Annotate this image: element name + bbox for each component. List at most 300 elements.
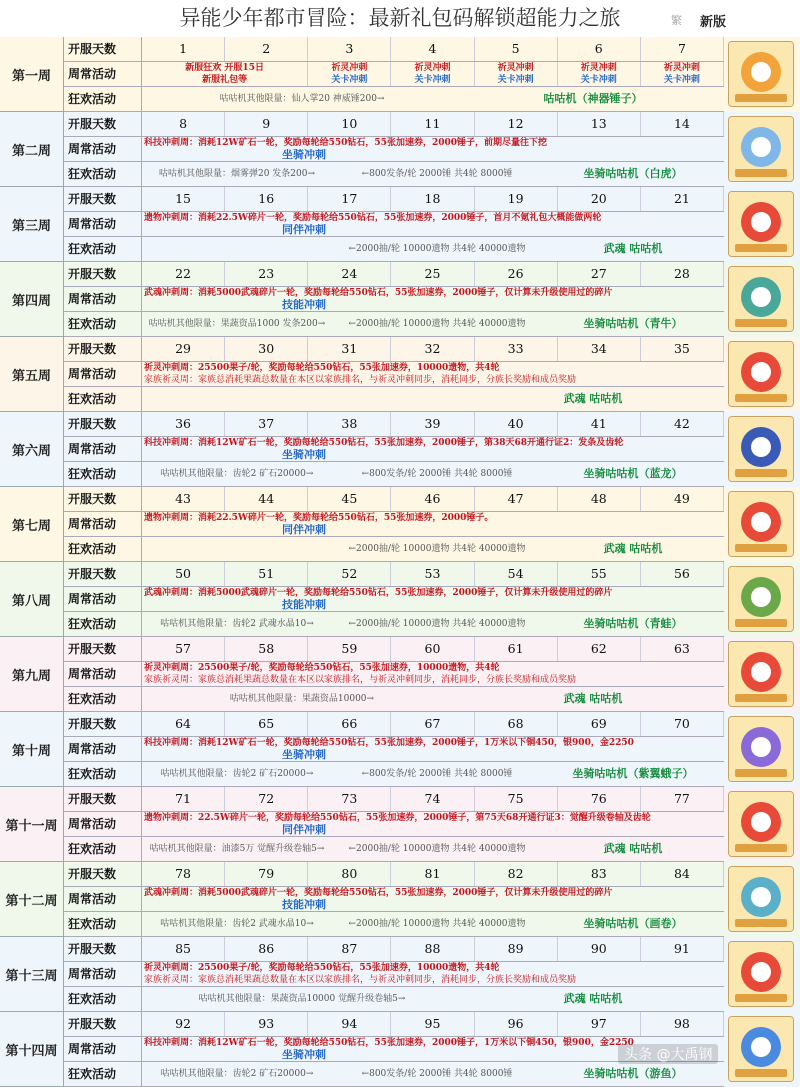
carnival-rate: ←2000抽/轮 10000遗物 共4轮 40000遗物 bbox=[348, 919, 526, 929]
day-cell: 31 bbox=[308, 337, 391, 361]
carnival-machine: 坐骑咕咕机（紫翼蛾子） bbox=[572, 767, 694, 780]
day-cell: 15 bbox=[142, 187, 225, 211]
week-label: 第十周 bbox=[0, 712, 64, 787]
day-cell: 29 bbox=[142, 337, 225, 361]
carnival-machine: 武魂 咕咕机 bbox=[563, 992, 623, 1005]
sprint-line-main: 武魂冲刺周：消耗5000武魂碎片一轮，奖励每轮给550钻石，55张加速券，2000锤子，仅计算未升级使用过的碎片 bbox=[144, 588, 613, 598]
day-cell: 58 bbox=[225, 637, 308, 661]
carnival-cells bbox=[142, 387, 724, 411]
day-cell: 82 bbox=[475, 862, 558, 886]
day-cell: 5 bbox=[475, 37, 558, 61]
day-cell: 11 bbox=[391, 112, 474, 136]
days-row bbox=[64, 337, 724, 362]
day-cell: 24 bbox=[308, 262, 391, 286]
regular-row bbox=[64, 962, 724, 987]
week-block bbox=[0, 262, 800, 337]
row-label-days: 开服天数 bbox=[64, 337, 142, 361]
carnival-rate: ←2000抽/轮 10000遗物 共4轮 40000遗物 bbox=[348, 319, 526, 329]
row-label-carnival: 狂欢活动 bbox=[64, 837, 142, 861]
carnival-rate: ←800发条/轮 2000锤 共4轮 8000锤 bbox=[361, 769, 513, 779]
day-cell: 37 bbox=[225, 412, 308, 436]
sprint-top: 祈灵冲刺 bbox=[331, 63, 368, 73]
day-cell: 93 bbox=[225, 1012, 308, 1036]
day-cell: 23 bbox=[225, 262, 308, 286]
reward-thumbnail bbox=[728, 1016, 794, 1082]
carnival-limits bbox=[142, 387, 462, 411]
row-label-carnival: 狂欢活动 bbox=[64, 912, 142, 936]
carnival-rate: ←800发条/轮 2000锤 共4轮 8000锤 bbox=[361, 169, 513, 179]
day-cell: 22 bbox=[142, 262, 225, 286]
week-block bbox=[0, 937, 800, 1012]
sprint-top: 祈灵冲刺 bbox=[580, 63, 617, 73]
sprint-line-sub: 坐骑冲刺 bbox=[282, 1049, 326, 1061]
row-label-days: 开服天数 bbox=[64, 112, 142, 136]
reward-thumbnail bbox=[728, 341, 794, 407]
carnival-machine: 坐骑咕咕机（画卷） bbox=[583, 917, 683, 930]
day-cell: 66 bbox=[308, 712, 391, 736]
day-cell: 35 bbox=[641, 337, 724, 361]
row-label-days: 开服天数 bbox=[64, 412, 142, 436]
carnival-row bbox=[64, 87, 724, 112]
day-cell: 56 bbox=[641, 562, 724, 586]
reward-thumbnail bbox=[728, 116, 794, 182]
reward-thumbnail bbox=[728, 191, 794, 257]
carnival-limits: 咕咕机其他限量：油漆5万 觉醒升级卷轴5→ bbox=[149, 844, 325, 854]
row-label-regular: 周常活动 bbox=[64, 1037, 142, 1061]
day-cell: 10 bbox=[308, 112, 391, 136]
row-label-regular: 周常活动 bbox=[64, 587, 142, 611]
sprint-line-main: 祈灵冲刺周：25500果子/轮，奖励每轮给550钻石，55张加速券，10000遗物，共4轮 bbox=[144, 663, 500, 673]
carnival-limits: 咕咕机其他限量：果蔬资品10000→ bbox=[229, 694, 375, 704]
sprint-top: 祈灵冲刺 bbox=[663, 63, 700, 73]
carnival-limits: 咕咕机其他限量：齿轮2 矿石20000→ bbox=[160, 1069, 314, 1079]
carnival-rate: ←2000抽/轮 10000遗物 共4轮 40000遗物 bbox=[348, 244, 526, 254]
week-label: 第一周 bbox=[0, 37, 64, 112]
carnival-row bbox=[64, 687, 724, 712]
regular-row bbox=[64, 437, 724, 462]
day-cell: 95 bbox=[391, 1012, 474, 1036]
carnival-row bbox=[64, 912, 724, 937]
corner-version-label: 新版 bbox=[699, 15, 726, 30]
row-label-regular: 周常活动 bbox=[64, 812, 142, 836]
sprint-line-sub: 同伴冲刺 bbox=[282, 224, 326, 236]
row-label-carnival: 狂欢活动 bbox=[64, 1062, 142, 1086]
day-cells bbox=[142, 562, 724, 586]
row-label-regular: 周常活动 bbox=[64, 662, 142, 686]
row-label-regular: 周常活动 bbox=[64, 437, 142, 461]
day-cell: 50 bbox=[142, 562, 225, 586]
day-cell: 78 bbox=[142, 862, 225, 886]
row-label-carnival: 狂欢活动 bbox=[64, 387, 142, 411]
day-cell: 62 bbox=[558, 637, 641, 661]
sprint-cell bbox=[475, 62, 558, 86]
row-label-regular: 周常活动 bbox=[64, 287, 142, 311]
day-cell: 48 bbox=[558, 487, 641, 511]
day-cell: 18 bbox=[391, 187, 474, 211]
sprint-line-main: 祈灵冲刺周：25500果子/轮，奖励每轮给550钻石，55张加速券，10000遗物，共4轮 bbox=[144, 963, 500, 973]
day-cell: 44 bbox=[225, 487, 308, 511]
day-cells bbox=[142, 337, 724, 361]
row-label-days: 开服天数 bbox=[64, 637, 142, 661]
sprint-line-main: 科技冲刺周：消耗12W矿石一轮，奖励每轮给550钻石，55张加速券，2000锤子，第38天68开通行证2：发条及齿轮 bbox=[144, 438, 624, 448]
day-cells bbox=[142, 112, 724, 136]
sprint-line-main: 武魂冲刺周：消耗5000武魂碎片一轮，奖励每轮给550钻石，55张加速券，2000锤子，仅计算未升级使用过的碎片 bbox=[144, 288, 613, 298]
day-cells bbox=[142, 262, 724, 286]
day-cells bbox=[142, 37, 724, 61]
regular-row bbox=[64, 737, 724, 762]
day-cells bbox=[142, 412, 724, 436]
week-label: 第六周 bbox=[0, 412, 64, 487]
day-cell: 90 bbox=[558, 937, 641, 961]
regular-row bbox=[64, 587, 724, 612]
row-label-regular: 周常活动 bbox=[64, 362, 142, 386]
sprint-line-sub: 技能冲刺 bbox=[282, 899, 326, 911]
day-cell: 47 bbox=[475, 487, 558, 511]
day-cell: 40 bbox=[475, 412, 558, 436]
reward-thumbnail bbox=[728, 266, 794, 332]
sprint-line-sub: 同伴冲刺 bbox=[282, 824, 326, 836]
day-cell: 87 bbox=[308, 937, 391, 961]
carnival-machine: 咕咕机（神器锤子） bbox=[543, 92, 643, 105]
days-row bbox=[64, 262, 724, 287]
days-row bbox=[64, 637, 724, 662]
row-label-carnival: 狂欢活动 bbox=[64, 687, 142, 711]
day-cell: 39 bbox=[391, 412, 474, 436]
sprint-bottom: 关卡冲刺 bbox=[580, 75, 617, 85]
day-cell: 61 bbox=[475, 637, 558, 661]
row-label-carnival: 狂欢活动 bbox=[64, 462, 142, 486]
sprint-line-sub: 技能冲刺 bbox=[282, 599, 326, 611]
days-row bbox=[64, 712, 724, 737]
row-label-days: 开服天数 bbox=[64, 862, 142, 886]
sprint-top: 祈灵冲刺 bbox=[497, 63, 534, 73]
day-cell: 21 bbox=[641, 187, 724, 211]
carnival-rate: ←2000抽/轮 10000遗物 共4轮 40000遗物 bbox=[348, 844, 526, 854]
row-label-carnival: 狂欢活动 bbox=[64, 612, 142, 636]
row-label-regular: 周常活动 bbox=[64, 962, 142, 986]
row-label-days: 开服天数 bbox=[64, 187, 142, 211]
row-label-regular: 周常活动 bbox=[64, 137, 142, 161]
day-cell: 86 bbox=[225, 937, 308, 961]
carnival-row bbox=[64, 162, 724, 187]
reward-thumbnail bbox=[728, 41, 794, 107]
carnival-cells bbox=[142, 612, 724, 636]
regular-cells bbox=[142, 962, 724, 986]
day-cell: 19 bbox=[475, 187, 558, 211]
sprint-bottom: 关卡冲刺 bbox=[497, 75, 534, 85]
row-label-regular: 周常活动 bbox=[64, 512, 142, 536]
week-block bbox=[0, 637, 800, 712]
regular-row bbox=[64, 362, 724, 387]
regular-cells bbox=[142, 812, 724, 836]
regular-cells bbox=[142, 437, 724, 461]
reward-thumbnail bbox=[728, 566, 794, 632]
sprint-line-sub: 家族祈灵周：家族总消耗果蔬总数量在本区以家族排名，与祈灵冲刺同步，消耗同步，分族长奖励和成员奖励 bbox=[144, 675, 577, 685]
carnival-cells bbox=[142, 912, 724, 936]
day-cell: 84 bbox=[641, 862, 724, 886]
sprint-cell bbox=[641, 62, 724, 86]
carnival-cells bbox=[142, 462, 724, 486]
regular-cells bbox=[142, 737, 724, 761]
day-cell: 98 bbox=[641, 1012, 724, 1036]
week-label: 第十二周 bbox=[0, 862, 64, 937]
days-row bbox=[64, 862, 724, 887]
carnival-machine: 坐骑咕咕机（青蛙） bbox=[583, 617, 683, 630]
day-cell: 26 bbox=[475, 262, 558, 286]
day-cell: 6 bbox=[558, 37, 641, 61]
carnival-machine: 武魂 咕咕机 bbox=[603, 542, 663, 555]
carnival-cells bbox=[142, 537, 724, 561]
day-cell: 9 bbox=[225, 112, 308, 136]
carnival-machine: 武魂 咕咕机 bbox=[603, 242, 663, 255]
week-label: 第三周 bbox=[0, 187, 64, 262]
day-cell: 25 bbox=[391, 262, 474, 286]
row-label-regular: 周常活动 bbox=[64, 62, 142, 86]
reward-thumbnail bbox=[728, 716, 794, 782]
day-cell: 38 bbox=[308, 412, 391, 436]
carnival-limits bbox=[142, 537, 332, 561]
regular-row bbox=[64, 662, 724, 687]
row-label-carnival: 狂欢活动 bbox=[64, 987, 142, 1011]
day-cell: 45 bbox=[308, 487, 391, 511]
sprint-line-sub: 家族祈灵周：家族总消耗果蔬总数量在本区以家族排名，与祈灵冲刺同步，消耗同步，分族长奖励和成员奖励 bbox=[144, 375, 577, 385]
watermark: 头条 @大禹钢 bbox=[618, 1044, 718, 1064]
day-cell: 83 bbox=[558, 862, 641, 886]
days-row bbox=[64, 562, 724, 587]
day-cells bbox=[142, 637, 724, 661]
carnival-limits: 咕咕机其他限量：果蔬资品10000 觉醒升级卷轴5→ bbox=[198, 994, 406, 1004]
days-row bbox=[64, 37, 724, 62]
regular-row bbox=[64, 887, 724, 912]
day-cell: 96 bbox=[475, 1012, 558, 1036]
day-cell: 73 bbox=[308, 787, 391, 811]
regular-cells bbox=[142, 137, 724, 161]
days-row bbox=[64, 187, 724, 212]
carnival-row bbox=[64, 462, 724, 487]
day-cell: 81 bbox=[391, 862, 474, 886]
day-cell: 3 bbox=[308, 37, 391, 61]
regular-cells bbox=[142, 212, 724, 236]
carnival-cells bbox=[142, 762, 724, 786]
day-cells bbox=[142, 937, 724, 961]
carnival-limits: 咕咕机其他限量：烟雾弹20 发条200→ bbox=[158, 169, 316, 179]
day-cell: 71 bbox=[142, 787, 225, 811]
regular-cells bbox=[142, 662, 724, 686]
carnival-machine: 坐骑咕咕机（白虎） bbox=[583, 167, 683, 180]
carnival-cells bbox=[142, 987, 724, 1011]
sprint-line-sub: 技能冲刺 bbox=[282, 299, 326, 311]
carnival-limits: 咕咕机其他限量：齿轮2 矿石20000→ bbox=[160, 769, 314, 779]
row-label-days: 开服天数 bbox=[64, 712, 142, 736]
carnival-row bbox=[64, 1062, 724, 1087]
sprint-line-sub: 坐骑冲刺 bbox=[282, 149, 326, 161]
day-cell: 4 bbox=[391, 37, 474, 61]
day-cell: 74 bbox=[391, 787, 474, 811]
day-cell: 43 bbox=[142, 487, 225, 511]
carnival-cells bbox=[142, 837, 724, 861]
row-label-carnival: 狂欢活动 bbox=[64, 237, 142, 261]
day-cell: 79 bbox=[225, 862, 308, 886]
days-row bbox=[64, 412, 724, 437]
regular-cells bbox=[142, 62, 724, 86]
days-row bbox=[64, 937, 724, 962]
week-label: 第九周 bbox=[0, 637, 64, 712]
carnival-row bbox=[64, 387, 724, 412]
reward-thumbnail bbox=[728, 866, 794, 932]
week-block bbox=[0, 862, 800, 937]
corner-faint-label: 繁 bbox=[671, 14, 682, 27]
sprint-line-main: 科技冲刺周：消耗12W矿石一轮，奖励每轮给550钻石，55张加速券，2000锤子，1万米以下铜450，银900，金2250 bbox=[144, 738, 634, 748]
carnival-row bbox=[64, 612, 724, 637]
day-cell: 33 bbox=[475, 337, 558, 361]
day-cell: 67 bbox=[391, 712, 474, 736]
day-cell: 68 bbox=[475, 712, 558, 736]
regular-cells bbox=[142, 287, 724, 311]
day-cell: 8 bbox=[142, 112, 225, 136]
week-block bbox=[0, 37, 800, 112]
row-label-regular: 周常活动 bbox=[64, 887, 142, 911]
carnival-cells bbox=[142, 687, 724, 711]
regular-cells bbox=[142, 887, 724, 911]
day-cell: 57 bbox=[142, 637, 225, 661]
carnival-cells bbox=[142, 237, 724, 261]
carnival-limits: 咕咕机其他限量：仙人掌20 神威锤200→ bbox=[219, 94, 385, 104]
day-cells bbox=[142, 712, 724, 736]
carnival-machine: 武魂 咕咕机 bbox=[603, 842, 663, 855]
carnival-limits: 咕咕机其他限量：齿轮2 矿石20000→ bbox=[160, 469, 314, 479]
week-label: 第五周 bbox=[0, 337, 64, 412]
regular-row bbox=[64, 287, 724, 312]
row-label-carnival: 狂欢活动 bbox=[64, 162, 142, 186]
week-label: 第八周 bbox=[0, 562, 64, 637]
sprint-line-sub: 坐骑冲刺 bbox=[282, 449, 326, 461]
week-block bbox=[0, 337, 800, 412]
reward-thumbnail bbox=[728, 491, 794, 557]
carnival-rate: ←800发条/轮 2000锤 共4轮 8000锤 bbox=[361, 1069, 513, 1079]
regular-row bbox=[64, 812, 724, 837]
sprint-cell bbox=[558, 62, 641, 86]
reward-thumbnail bbox=[728, 941, 794, 1007]
sprint-line-main: 遗物冲刺周：消耗22.5W碎片一轮，奖励每轮给550钻石，55张加速券，2000锤子。 bbox=[144, 513, 494, 523]
carnival-machine: 坐骑咕咕机（蓝龙） bbox=[583, 467, 683, 480]
regular-cells bbox=[142, 512, 724, 536]
day-cell: 51 bbox=[225, 562, 308, 586]
row-label-regular: 周常活动 bbox=[64, 737, 142, 761]
sprint-line-main: 科技冲刺周：消耗12W矿石一轮，奖励每轮给550钻石，55张加速券，2000锤子，1万米以下铜450，银900，金2250 bbox=[144, 1038, 634, 1048]
day-cell: 12 bbox=[475, 112, 558, 136]
day-cell: 80 bbox=[308, 862, 391, 886]
week-block bbox=[0, 712, 800, 787]
day-cell: 36 bbox=[142, 412, 225, 436]
day-cell: 85 bbox=[142, 937, 225, 961]
row-label-carnival: 狂欢活动 bbox=[64, 87, 142, 111]
week-label: 第七周 bbox=[0, 487, 64, 562]
day-cell: 41 bbox=[558, 412, 641, 436]
reward-thumbnail bbox=[728, 416, 794, 482]
row-label-days: 开服天数 bbox=[64, 562, 142, 586]
sprint-line-sub: 坐骑冲刺 bbox=[282, 749, 326, 761]
row-label-days: 开服天数 bbox=[64, 937, 142, 961]
row-label-days: 开服天数 bbox=[64, 262, 142, 286]
day-cell: 28 bbox=[641, 262, 724, 286]
sprint-bottom: 关卡冲刺 bbox=[663, 75, 700, 85]
day-cell: 2 bbox=[225, 37, 308, 61]
day-cell: 1 bbox=[142, 37, 225, 61]
carnival-limits: 咕咕机其他限量：齿轮2 武魂水晶10→ bbox=[160, 619, 314, 629]
carnival-rate: ←2000抽/轮 10000遗物 共4轮 40000遗物 bbox=[348, 544, 526, 554]
week-block bbox=[0, 787, 800, 862]
week-label: 第二周 bbox=[0, 112, 64, 187]
carnival-row bbox=[64, 987, 724, 1012]
day-cell: 14 bbox=[641, 112, 724, 136]
day-cell: 54 bbox=[475, 562, 558, 586]
day-cells bbox=[142, 862, 724, 886]
special-cell bbox=[142, 62, 308, 86]
regular-row bbox=[64, 62, 724, 87]
day-cell: 17 bbox=[308, 187, 391, 211]
sprint-cell bbox=[308, 62, 391, 86]
sprint-bottom: 关卡冲刺 bbox=[414, 75, 451, 85]
carnival-cells bbox=[142, 1062, 724, 1086]
carnival-limits: 咕咕机其他限量：果蔬资品1000 发条200→ bbox=[148, 319, 326, 329]
carnival-cells bbox=[142, 312, 724, 336]
day-cell: 88 bbox=[391, 937, 474, 961]
regular-cells bbox=[142, 587, 724, 611]
sprint-line-main: 祈灵冲刺周：25500果子/轮，奖励每轮给550钻石，55张加速券，10000遗物，共4轮 bbox=[144, 363, 500, 373]
carnival-limits: 咕咕机其他限量：齿轮2 武魂水晶10→ bbox=[160, 919, 314, 929]
day-cell: 76 bbox=[558, 787, 641, 811]
sprint-line-sub: 家族祈灵周：家族总消耗果蔬总数量在本区以家族排名，与祈灵冲刺同步，消耗同步，分族长奖励和成员奖励 bbox=[144, 975, 577, 985]
day-cell: 72 bbox=[225, 787, 308, 811]
day-cell: 13 bbox=[558, 112, 641, 136]
row-label-carnival: 狂欢活动 bbox=[64, 762, 142, 786]
regular-row bbox=[64, 512, 724, 537]
day-cell: 34 bbox=[558, 337, 641, 361]
day-cell: 63 bbox=[641, 637, 724, 661]
sprint-line-sub: 同伴冲刺 bbox=[282, 524, 326, 536]
regular-row bbox=[64, 212, 724, 237]
day-cell: 91 bbox=[641, 937, 724, 961]
carnival-row bbox=[64, 837, 724, 862]
day-cell: 30 bbox=[225, 337, 308, 361]
row-label-regular: 周常活动 bbox=[64, 212, 142, 236]
week-block bbox=[0, 487, 800, 562]
sprint-line-main: 科技冲刺周：消耗12W矿石一轮，奖励每轮给550钻石，55张加速券，2000锤子，前期尽量往下挖 bbox=[144, 138, 547, 148]
reward-thumbnail bbox=[728, 791, 794, 857]
carnival-machine: 坐骑咕咕机（游鱼） bbox=[583, 1067, 683, 1080]
sprint-top: 祈灵冲刺 bbox=[414, 63, 451, 73]
day-cells bbox=[142, 487, 724, 511]
day-cells bbox=[142, 187, 724, 211]
days-row bbox=[64, 1012, 724, 1037]
day-cell: 55 bbox=[558, 562, 641, 586]
day-cell: 92 bbox=[142, 1012, 225, 1036]
row-label-days: 开服天数 bbox=[64, 37, 142, 61]
week-block bbox=[0, 112, 800, 187]
carnival-row bbox=[64, 762, 724, 787]
regular-row bbox=[64, 137, 724, 162]
week-label: 第十一周 bbox=[0, 787, 64, 862]
special-bottom: 新服礼包等 bbox=[202, 75, 248, 85]
reward-thumbnail bbox=[728, 641, 794, 707]
day-cells bbox=[142, 1012, 724, 1036]
carnival-machine: 武魂 咕咕机 bbox=[563, 392, 623, 405]
carnival-row bbox=[64, 237, 724, 262]
day-cell: 97 bbox=[558, 1012, 641, 1036]
special-top: 新服狂欢 开服15日 bbox=[185, 63, 264, 73]
regular-cells bbox=[142, 362, 724, 386]
day-cell: 89 bbox=[475, 937, 558, 961]
